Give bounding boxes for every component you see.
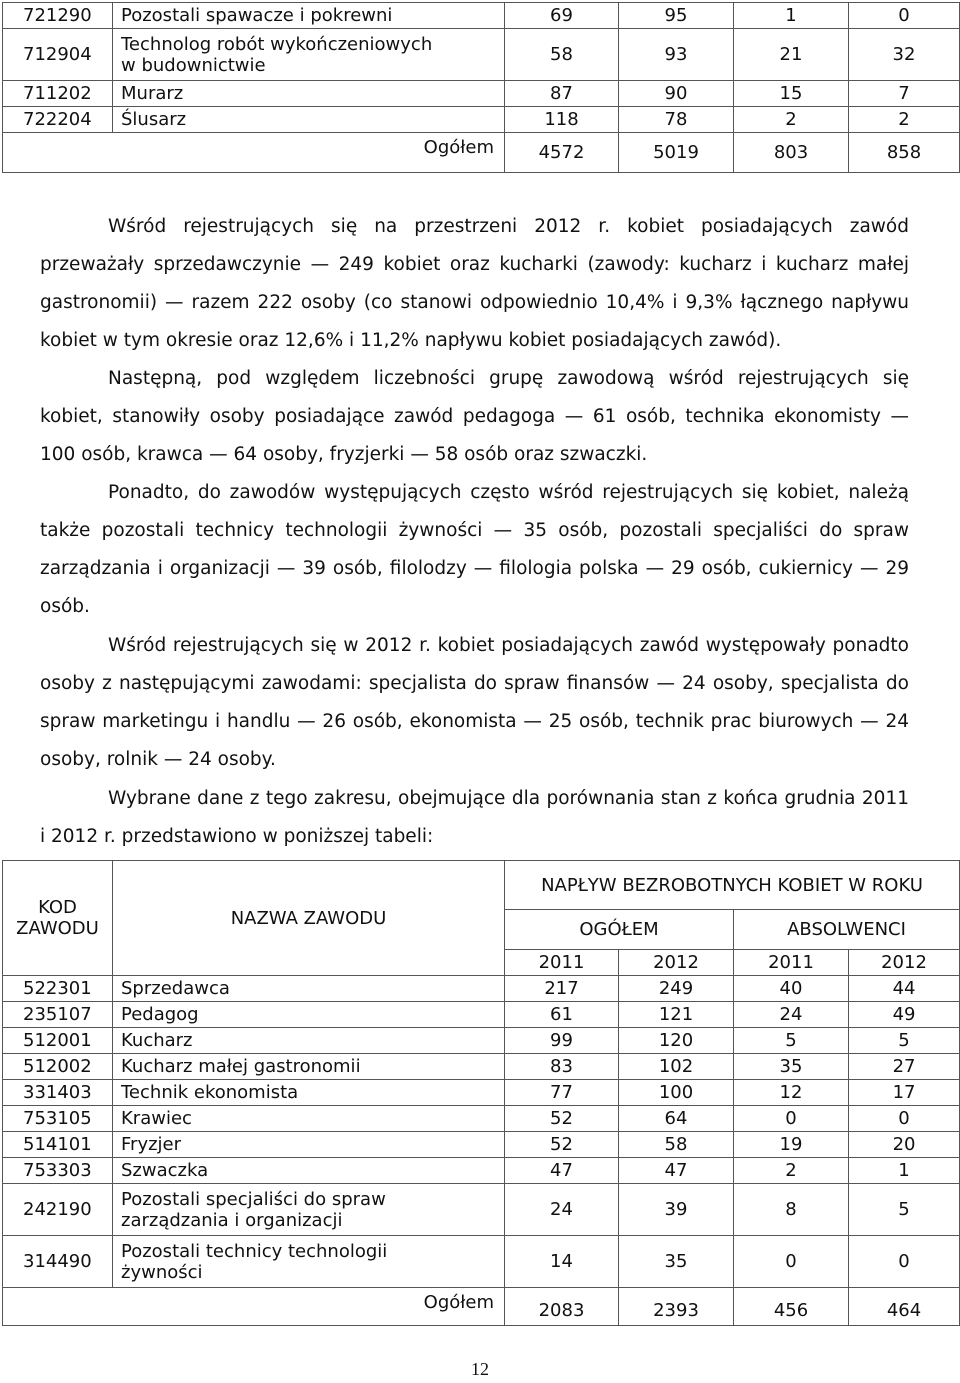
occupation-name: Pozostali spawacze i pokrewni bbox=[113, 3, 505, 29]
value-cell: 27 bbox=[849, 1054, 960, 1080]
value-cell: 24 bbox=[505, 1184, 619, 1236]
table-row bbox=[3, 3, 960, 29]
total-row bbox=[3, 133, 960, 173]
table-row bbox=[3, 976, 960, 1002]
occupation-code: 314490 bbox=[3, 1236, 113, 1288]
value-cell: 52 bbox=[505, 1132, 619, 1158]
occupation-name: Kucharz bbox=[113, 1028, 505, 1054]
value-cell: 35 bbox=[734, 1054, 849, 1080]
total-label: Ogółem bbox=[3, 133, 505, 173]
value-cell: 100 bbox=[619, 1080, 734, 1106]
value-cell: 8 bbox=[734, 1184, 849, 1236]
occupation-name bbox=[113, 29, 505, 81]
table-row bbox=[3, 1158, 960, 1184]
value-cell: 17 bbox=[849, 1080, 960, 1106]
value-cell: 21 bbox=[734, 29, 849, 81]
occupation-code: 235107 bbox=[3, 1002, 113, 1028]
occupation-table-continued bbox=[2, 2, 960, 173]
occupation-name: Sprzedawca bbox=[113, 976, 505, 1002]
occupation-code: 753303 bbox=[3, 1158, 113, 1184]
paragraph-text: Wśród rejestrujących się na przestrzeni 2012 r. kobiet posiadających zawód przeważały sprzedawczynie — 249 kobiet oraz kucharki (zawody: kucharz i kucharz małej gastronomii) — razem 222 osoby (co stanowi odpowiednio 10,4% i 9,3% łącznego napływu kobiet w tym okresie oraz 12,6% i 11,2% napływu kobiet posiadających zawód). bbox=[40, 216, 909, 351]
total-value: 456 bbox=[734, 1288, 849, 1326]
paragraph bbox=[40, 360, 909, 474]
total-value: 2393 bbox=[619, 1288, 734, 1326]
occupation-code: 331403 bbox=[3, 1080, 113, 1106]
header-name: NAZWA ZAWODU bbox=[113, 861, 505, 976]
value-cell: 5 bbox=[734, 1028, 849, 1054]
paragraph-text: Ponadto, do zawodów występujących często wśród rejestrujących się kobiet, należą także pozostali technicy technologii żywności — 35 osób, pozostali specjaliści do spraw zarządzania i organizacji — 39 osób, filolodzy — filologia polska — 29 osób, cukiernicy — 29 osób. bbox=[40, 482, 909, 617]
name-line: Technolog robót wykończeniowych bbox=[121, 33, 433, 55]
value-cell: 99 bbox=[505, 1028, 619, 1054]
value-cell: 1 bbox=[734, 3, 849, 29]
value-cell: 44 bbox=[849, 976, 960, 1002]
value-cell: 95 bbox=[619, 3, 734, 29]
value-cell: 118 bbox=[505, 107, 619, 133]
value-cell: 93 bbox=[619, 29, 734, 81]
occupation-code: 722204 bbox=[3, 107, 113, 133]
table-row bbox=[3, 1080, 960, 1106]
value-cell: 47 bbox=[619, 1158, 734, 1184]
table-row bbox=[3, 1106, 960, 1132]
header-year: 2012 bbox=[849, 950, 960, 976]
value-cell: 249 bbox=[619, 976, 734, 1002]
page-number: 12 bbox=[471, 1359, 489, 1379]
table-row bbox=[3, 107, 960, 133]
value-cell: 5 bbox=[849, 1184, 960, 1236]
value-cell: 58 bbox=[619, 1132, 734, 1158]
value-cell: 7 bbox=[849, 81, 960, 107]
table-row bbox=[3, 81, 960, 107]
occupation-name bbox=[113, 1236, 505, 1288]
header-total: OGÓŁEM bbox=[505, 910, 734, 950]
paragraph bbox=[40, 627, 909, 779]
table-row bbox=[3, 1028, 960, 1054]
name-line: Pozostali technicy technologii bbox=[121, 1240, 388, 1262]
header-group: NAPŁYW BEZROBOTNYCH KOBIET W ROKU bbox=[505, 861, 960, 910]
occupation-code: 712904 bbox=[3, 29, 113, 81]
header-code: KOD ZAWODU bbox=[3, 861, 113, 976]
paragraph-text: Następną, pod względem liczebności grupę zawodową wśród rejestrujących się kobiet, stanowiły osoby posiadające zawód pedagoga — 61 osób, technika ekonomisty — 100 osób, krawca — 64 osoby, fryzjerki — 58 osób oraz szwaczki. bbox=[40, 368, 909, 465]
total-label: Ogółem bbox=[3, 1288, 505, 1326]
total-row bbox=[3, 1288, 960, 1326]
paragraph-text: Wybrane dane z tego zakresu, obejmujące dla porównania stan z końca grudnia 2011 i 2012 r. przedstawiono w poniższej tabeli: bbox=[40, 788, 909, 847]
value-cell: 20 bbox=[849, 1132, 960, 1158]
table-row bbox=[3, 1132, 960, 1158]
value-cell: 47 bbox=[505, 1158, 619, 1184]
name-line: Pozostali specjaliści do spraw bbox=[121, 1188, 386, 1210]
value-cell: 61 bbox=[505, 1002, 619, 1028]
value-cell: 5 bbox=[849, 1028, 960, 1054]
value-cell: 52 bbox=[505, 1106, 619, 1132]
value-cell: 2 bbox=[849, 107, 960, 133]
value-cell: 69 bbox=[505, 3, 619, 29]
occupation-code: 721290 bbox=[3, 3, 113, 29]
paragraph bbox=[40, 208, 909, 360]
value-cell: 32 bbox=[849, 29, 960, 81]
paragraph bbox=[40, 474, 909, 626]
name-line: w budownictwie bbox=[121, 54, 266, 76]
value-cell: 15 bbox=[734, 81, 849, 107]
value-cell: 19 bbox=[734, 1132, 849, 1158]
occupation-name: Pedagog bbox=[113, 1002, 505, 1028]
occupation-name: Technik ekonomista bbox=[113, 1080, 505, 1106]
table-row bbox=[3, 1184, 960, 1236]
total-value: 803 bbox=[734, 133, 849, 173]
female-inflow-table bbox=[2, 860, 960, 1326]
value-cell: 120 bbox=[619, 1028, 734, 1054]
value-cell: 39 bbox=[619, 1184, 734, 1236]
table-row bbox=[3, 29, 960, 81]
occupation-name: Ślusarz bbox=[113, 107, 505, 133]
value-cell: 2 bbox=[734, 107, 849, 133]
value-cell: 217 bbox=[505, 976, 619, 1002]
name-line: żywności bbox=[121, 1261, 203, 1283]
value-cell: 2 bbox=[734, 1158, 849, 1184]
occupation-code: 522301 bbox=[3, 976, 113, 1002]
occupation-code: 711202 bbox=[3, 81, 113, 107]
value-cell: 0 bbox=[734, 1106, 849, 1132]
header-year: 2012 bbox=[619, 950, 734, 976]
total-value: 5019 bbox=[619, 133, 734, 173]
value-cell: 0 bbox=[849, 3, 960, 29]
value-cell: 83 bbox=[505, 1054, 619, 1080]
occupation-code: 242190 bbox=[3, 1184, 113, 1236]
occupation-name bbox=[113, 1184, 505, 1236]
value-cell: 90 bbox=[619, 81, 734, 107]
value-cell: 78 bbox=[619, 107, 734, 133]
value-cell: 12 bbox=[734, 1080, 849, 1106]
total-value: 464 bbox=[849, 1288, 960, 1326]
name-line: zarządzania i organizacji bbox=[121, 1209, 343, 1231]
paragraph bbox=[40, 780, 909, 856]
value-cell: 35 bbox=[619, 1236, 734, 1288]
table-row bbox=[3, 1054, 960, 1080]
occupation-code: 514101 bbox=[3, 1132, 113, 1158]
value-cell: 0 bbox=[849, 1236, 960, 1288]
table-row bbox=[3, 1236, 960, 1288]
value-cell: 49 bbox=[849, 1002, 960, 1028]
value-cell: 58 bbox=[505, 29, 619, 81]
occupation-name: Krawiec bbox=[113, 1106, 505, 1132]
value-cell: 40 bbox=[734, 976, 849, 1002]
occupation-code: 512002 bbox=[3, 1054, 113, 1080]
value-cell: 77 bbox=[505, 1080, 619, 1106]
occupation-name: Murarz bbox=[113, 81, 505, 107]
occupation-name: Kucharz małej gastronomii bbox=[113, 1054, 505, 1080]
header-graduates: ABSOLWENCI bbox=[734, 910, 960, 950]
total-value: 4572 bbox=[505, 133, 619, 173]
header-year: 2011 bbox=[505, 950, 619, 976]
total-value: 2083 bbox=[505, 1288, 619, 1326]
paragraph-text: Wśród rejestrujących się w 2012 r. kobiet posiadających zawód występowały ponadto osoby z następującymi zawodami: specjalista do spraw finansów — 24 osoby, specjalista do spraw marketingu i handlu — 26 osób, ekonomista — 25 osób, technik prac biurowych — 24 osoby, rolnik — 24 osoby. bbox=[40, 635, 909, 770]
value-cell: 14 bbox=[505, 1236, 619, 1288]
value-cell: 0 bbox=[849, 1106, 960, 1132]
occupation-code: 753105 bbox=[3, 1106, 113, 1132]
occupation-code: 512001 bbox=[3, 1028, 113, 1054]
value-cell: 121 bbox=[619, 1002, 734, 1028]
total-value: 858 bbox=[849, 133, 960, 173]
value-cell: 1 bbox=[849, 1158, 960, 1184]
header-year: 2011 bbox=[734, 950, 849, 976]
value-cell: 64 bbox=[619, 1106, 734, 1132]
occupation-name: Szwaczka bbox=[113, 1158, 505, 1184]
value-cell: 87 bbox=[505, 81, 619, 107]
value-cell: 102 bbox=[619, 1054, 734, 1080]
table-row bbox=[3, 1002, 960, 1028]
value-cell: 0 bbox=[734, 1236, 849, 1288]
value-cell: 24 bbox=[734, 1002, 849, 1028]
occupation-name: Fryzjer bbox=[113, 1132, 505, 1158]
